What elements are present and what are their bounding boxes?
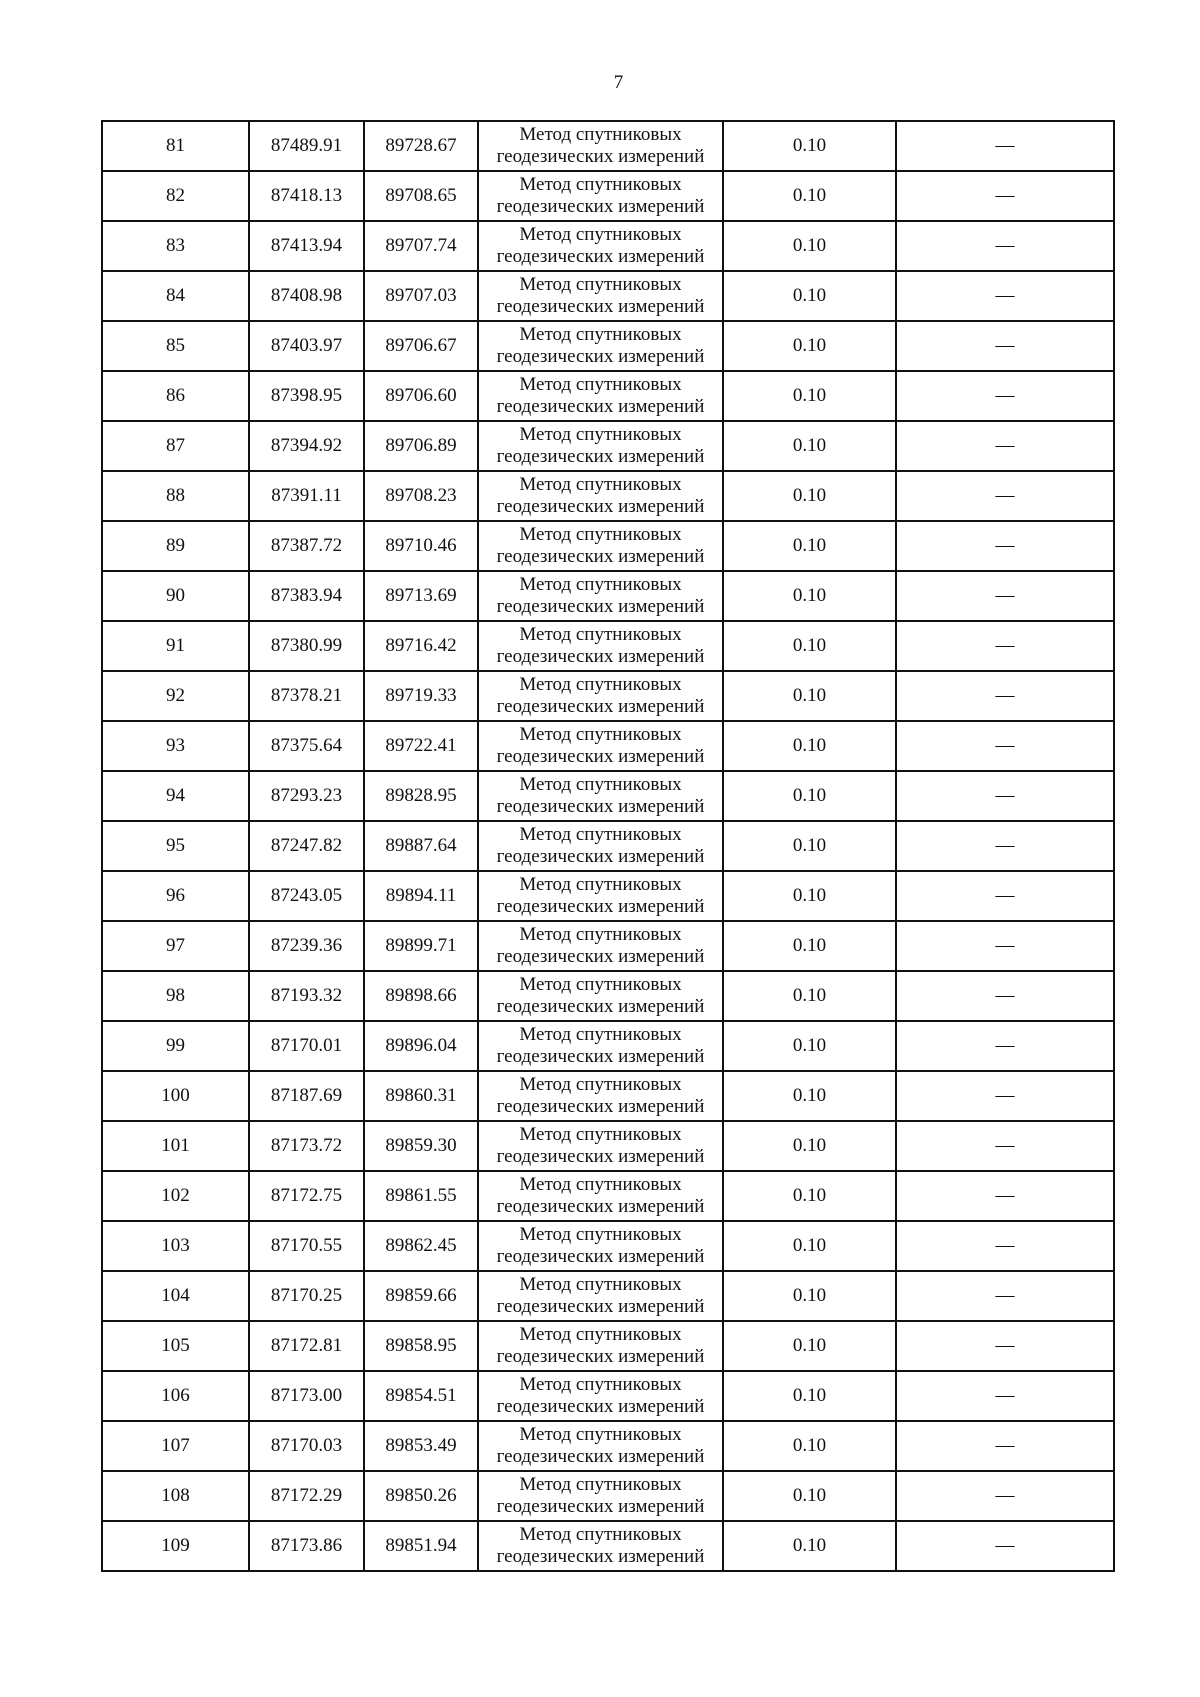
x-coordinate-cell: 87387.72 (249, 521, 364, 571)
accuracy-cell: 0.10 (723, 771, 896, 821)
table-row (102, 121, 1114, 171)
table-row (102, 1421, 1114, 1471)
description-cell: — (896, 971, 1114, 1021)
description-cell: — (896, 421, 1114, 471)
y-coordinate-cell: 89896.04 (364, 1021, 478, 1071)
x-coordinate-cell: 87173.72 (249, 1121, 364, 1171)
accuracy-cell: 0.10 (723, 1021, 896, 1071)
y-coordinate-cell: 89887.64 (364, 821, 478, 871)
method-line-2: геодезических измерений (496, 546, 705, 567)
description-cell: — (896, 821, 1114, 871)
table-row (102, 271, 1114, 321)
table-row (102, 971, 1114, 1021)
method-line-2: геодезических измерений (496, 596, 705, 617)
method-cell (478, 1521, 723, 1571)
method-line-2: геодезических измерений (496, 946, 705, 967)
method-cell (478, 1471, 723, 1521)
table-row (102, 621, 1114, 671)
accuracy-cell: 0.10 (723, 921, 896, 971)
y-coordinate-cell: 89861.55 (364, 1171, 478, 1221)
y-coordinate-cell: 89713.69 (364, 571, 478, 621)
point-number-cell: 97 (102, 921, 249, 971)
method-cell (478, 821, 723, 871)
y-coordinate-cell: 89707.03 (364, 271, 478, 321)
description-cell: — (896, 321, 1114, 371)
table-row (102, 1521, 1114, 1571)
y-coordinate-cell: 89728.67 (364, 121, 478, 171)
method-cell (478, 1171, 723, 1221)
method-line-1: Метод спутниковых (519, 1074, 682, 1096)
method-line-1: Метод спутниковых (519, 1324, 682, 1346)
method-line-2: геодезических измерений (496, 296, 705, 317)
method-line-2: геодезических измерений (496, 1246, 705, 1267)
coordinates-table-body (102, 121, 1114, 1571)
method-line-1: Метод спутниковых (519, 124, 682, 146)
point-number-cell: 89 (102, 521, 249, 571)
table-row (102, 1221, 1114, 1271)
method-cell (478, 371, 723, 421)
table-row (102, 1171, 1114, 1221)
point-number-cell: 99 (102, 1021, 249, 1071)
method-line-1: Метод спутниковых (519, 774, 682, 796)
accuracy-cell: 0.10 (723, 271, 896, 321)
point-number-cell: 103 (102, 1221, 249, 1271)
accuracy-cell: 0.10 (723, 871, 896, 921)
point-number-cell: 109 (102, 1521, 249, 1571)
x-coordinate-cell: 87172.29 (249, 1471, 364, 1521)
method-line-2: геодезических измерений (496, 1096, 705, 1117)
description-cell: — (896, 921, 1114, 971)
method-line-1: Метод спутниковых (519, 674, 682, 696)
point-number-cell: 98 (102, 971, 249, 1021)
method-line-1: Метод спутниковых (519, 824, 682, 846)
method-cell (478, 1021, 723, 1071)
method-line-2: геодезических измерений (496, 1346, 705, 1367)
table-row (102, 821, 1114, 871)
method-line-1: Метод спутниковых (519, 624, 682, 646)
method-cell (478, 171, 723, 221)
y-coordinate-cell: 89859.66 (364, 1271, 478, 1321)
table-row (102, 1271, 1114, 1321)
table-row (102, 521, 1114, 571)
y-coordinate-cell: 89894.11 (364, 871, 478, 921)
point-number-cell: 95 (102, 821, 249, 871)
method-line-1: Метод спутниковых (519, 1174, 682, 1196)
description-cell: — (896, 1021, 1114, 1071)
method-line-2: геодезических измерений (496, 1146, 705, 1167)
y-coordinate-cell: 89860.31 (364, 1071, 478, 1121)
description-cell: — (896, 571, 1114, 621)
method-line-1: Метод спутниковых (519, 574, 682, 596)
table-row (102, 871, 1114, 921)
method-line-1: Метод спутниковых (519, 1424, 682, 1446)
accuracy-cell: 0.10 (723, 471, 896, 521)
table-row (102, 1071, 1114, 1121)
method-cell (478, 721, 723, 771)
method-line-1: Метод спутниковых (519, 1274, 682, 1296)
method-line-1: Метод спутниковых (519, 424, 682, 446)
method-line-1: Метод спутниковых (519, 874, 682, 896)
method-cell (478, 271, 723, 321)
point-number-cell: 93 (102, 721, 249, 771)
description-cell: — (896, 1271, 1114, 1321)
x-coordinate-cell: 87403.97 (249, 321, 364, 371)
accuracy-cell: 0.10 (723, 1321, 896, 1371)
method-line-2: геодезических измерений (496, 446, 705, 467)
method-cell (478, 971, 723, 1021)
method-cell (478, 871, 723, 921)
method-line-2: геодезических измерений (496, 1296, 705, 1317)
method-cell (478, 521, 723, 571)
point-number-cell: 96 (102, 871, 249, 921)
accuracy-cell: 0.10 (723, 1171, 896, 1221)
x-coordinate-cell: 87170.25 (249, 1271, 364, 1321)
table-row (102, 171, 1114, 221)
accuracy-cell: 0.10 (723, 571, 896, 621)
y-coordinate-cell: 89828.95 (364, 771, 478, 821)
point-number-cell: 88 (102, 471, 249, 521)
description-cell: — (896, 171, 1114, 221)
description-cell: — (896, 521, 1114, 571)
description-cell: — (896, 671, 1114, 721)
y-coordinate-cell: 89722.41 (364, 721, 478, 771)
accuracy-cell: 0.10 (723, 1371, 896, 1421)
description-cell: — (896, 1221, 1114, 1271)
y-coordinate-cell: 89862.45 (364, 1221, 478, 1271)
x-coordinate-cell: 87383.94 (249, 571, 364, 621)
x-coordinate-cell: 87172.75 (249, 1171, 364, 1221)
method-line-2: геодезических измерений (496, 346, 705, 367)
accuracy-cell: 0.10 (723, 1221, 896, 1271)
method-line-1: Метод спутниковых (519, 974, 682, 996)
method-line-1: Метод спутниковых (519, 724, 682, 746)
method-line-1: Метод спутниковых (519, 174, 682, 196)
y-coordinate-cell: 89719.33 (364, 671, 478, 721)
method-line-2: геодезических измерений (496, 146, 705, 167)
x-coordinate-cell: 87408.98 (249, 271, 364, 321)
y-coordinate-cell: 89851.94 (364, 1521, 478, 1571)
description-cell: — (896, 271, 1114, 321)
method-line-2: геодезических измерений (496, 646, 705, 667)
y-coordinate-cell: 89858.95 (364, 1321, 478, 1371)
description-cell: — (896, 371, 1114, 421)
point-number-cell: 84 (102, 271, 249, 321)
y-coordinate-cell: 89708.23 (364, 471, 478, 521)
method-cell (478, 571, 723, 621)
point-number-cell: 100 (102, 1071, 249, 1121)
x-coordinate-cell: 87418.13 (249, 171, 364, 221)
description-cell: — (896, 1371, 1114, 1421)
point-number-cell: 94 (102, 771, 249, 821)
y-coordinate-cell: 89854.51 (364, 1371, 478, 1421)
method-cell (478, 1421, 723, 1471)
method-line-1: Метод спутниковых (519, 1374, 682, 1396)
method-line-1: Метод спутниковых (519, 224, 682, 246)
y-coordinate-cell: 89716.42 (364, 621, 478, 671)
description-cell: — (896, 721, 1114, 771)
method-line-2: геодезических измерений (496, 396, 705, 417)
x-coordinate-cell: 87239.36 (249, 921, 364, 971)
point-number-cell: 92 (102, 671, 249, 721)
point-number-cell: 104 (102, 1271, 249, 1321)
method-cell (478, 221, 723, 271)
accuracy-cell: 0.10 (723, 721, 896, 771)
accuracy-cell: 0.10 (723, 1421, 896, 1471)
description-cell: — (896, 471, 1114, 521)
method-line-1: Метод спутниковых (519, 924, 682, 946)
method-line-2: геодезических измерений (496, 1046, 705, 1067)
description-cell: — (896, 1121, 1114, 1171)
method-cell (478, 1221, 723, 1271)
description-cell: — (896, 1521, 1114, 1571)
y-coordinate-cell: 89706.89 (364, 421, 478, 471)
method-cell (478, 321, 723, 371)
accuracy-cell: 0.10 (723, 521, 896, 571)
method-line-1: Метод спутниковых (519, 374, 682, 396)
method-cell (478, 1271, 723, 1321)
x-coordinate-cell: 87173.00 (249, 1371, 364, 1421)
accuracy-cell: 0.10 (723, 221, 896, 271)
method-cell (478, 421, 723, 471)
accuracy-cell: 0.10 (723, 1271, 896, 1321)
table-row (102, 1021, 1114, 1071)
x-coordinate-cell: 87173.86 (249, 1521, 364, 1571)
accuracy-cell: 0.10 (723, 321, 896, 371)
description-cell: — (896, 1321, 1114, 1371)
method-line-2: геодезических измерений (496, 196, 705, 217)
x-coordinate-cell: 87380.99 (249, 621, 364, 671)
point-number-cell: 82 (102, 171, 249, 221)
x-coordinate-cell: 87187.69 (249, 1071, 364, 1121)
description-cell: — (896, 221, 1114, 271)
accuracy-cell: 0.10 (723, 671, 896, 721)
method-line-1: Метод спутниковых (519, 1224, 682, 1246)
method-line-2: геодезических измерений (496, 496, 705, 517)
accuracy-cell: 0.10 (723, 621, 896, 671)
accuracy-cell: 0.10 (723, 1521, 896, 1571)
accuracy-cell: 0.10 (723, 1121, 896, 1171)
method-line-2: геодезических измерений (496, 1196, 705, 1217)
point-number-cell: 86 (102, 371, 249, 421)
accuracy-cell: 0.10 (723, 1071, 896, 1121)
table-row (102, 721, 1114, 771)
point-number-cell: 81 (102, 121, 249, 171)
table-row (102, 221, 1114, 271)
y-coordinate-cell: 89850.26 (364, 1471, 478, 1521)
y-coordinate-cell: 89859.30 (364, 1121, 478, 1171)
point-number-cell: 106 (102, 1371, 249, 1421)
x-coordinate-cell: 87398.95 (249, 371, 364, 421)
method-line-2: геодезических измерений (496, 996, 705, 1017)
x-coordinate-cell: 87378.21 (249, 671, 364, 721)
table-row (102, 671, 1114, 721)
accuracy-cell: 0.10 (723, 421, 896, 471)
method-line-2: геодезических измерений (496, 1496, 705, 1517)
description-cell: — (896, 1471, 1114, 1521)
point-number-cell: 87 (102, 421, 249, 471)
method-line-1: Метод спутниковых (519, 474, 682, 496)
table-row (102, 771, 1114, 821)
x-coordinate-cell: 87243.05 (249, 871, 364, 921)
description-cell: — (896, 1171, 1114, 1221)
x-coordinate-cell: 87172.81 (249, 1321, 364, 1371)
x-coordinate-cell: 87193.32 (249, 971, 364, 1021)
y-coordinate-cell: 89853.49 (364, 1421, 478, 1471)
point-number-cell: 107 (102, 1421, 249, 1471)
y-coordinate-cell: 89706.67 (364, 321, 478, 371)
method-line-1: Метод спутниковых (519, 324, 682, 346)
method-line-2: геодезических измерений (496, 696, 705, 717)
y-coordinate-cell: 89898.66 (364, 971, 478, 1021)
accuracy-cell: 0.10 (723, 971, 896, 1021)
x-coordinate-cell: 87489.91 (249, 121, 364, 171)
point-number-cell: 108 (102, 1471, 249, 1521)
method-line-2: геодезических измерений (496, 246, 705, 267)
table-row (102, 321, 1114, 371)
table-row (102, 471, 1114, 521)
y-coordinate-cell: 89710.46 (364, 521, 478, 571)
x-coordinate-cell: 87293.23 (249, 771, 364, 821)
method-line-2: геодезических измерений (496, 1396, 705, 1417)
x-coordinate-cell: 87391.11 (249, 471, 364, 521)
method-cell (478, 1371, 723, 1421)
method-line-1: Метод спутниковых (519, 524, 682, 546)
method-cell (478, 121, 723, 171)
description-cell: — (896, 121, 1114, 171)
page-number: 7 (613, 72, 624, 93)
method-line-1: Метод спутниковых (519, 274, 682, 296)
method-line-2: геодезических измерений (496, 1546, 705, 1567)
y-coordinate-cell: 89899.71 (364, 921, 478, 971)
point-number-cell: 101 (102, 1121, 249, 1171)
accuracy-cell: 0.10 (723, 1471, 896, 1521)
method-cell (478, 771, 723, 821)
table-row (102, 1321, 1114, 1371)
point-number-cell: 90 (102, 571, 249, 621)
description-cell: — (896, 771, 1114, 821)
table-row (102, 571, 1114, 621)
table-row (102, 921, 1114, 971)
method-line-2: геодезических измерений (496, 1446, 705, 1467)
table-row (102, 421, 1114, 471)
method-cell (478, 671, 723, 721)
table-row (102, 371, 1114, 421)
method-cell (478, 1321, 723, 1371)
method-line-1: Метод спутниковых (519, 1124, 682, 1146)
x-coordinate-cell: 87375.64 (249, 721, 364, 771)
x-coordinate-cell: 87247.82 (249, 821, 364, 871)
description-cell: — (896, 871, 1114, 921)
description-cell: — (896, 621, 1114, 671)
coordinates-table (101, 120, 1115, 1572)
point-number-cell: 85 (102, 321, 249, 371)
accuracy-cell: 0.10 (723, 171, 896, 221)
x-coordinate-cell: 87170.01 (249, 1021, 364, 1071)
x-coordinate-cell: 87413.94 (249, 221, 364, 271)
method-line-1: Метод спутниковых (519, 1024, 682, 1046)
x-coordinate-cell: 87394.92 (249, 421, 364, 471)
accuracy-cell: 0.10 (723, 821, 896, 871)
method-line-2: геодезических измерений (496, 896, 705, 917)
method-line-2: геодезических измерений (496, 846, 705, 867)
method-cell (478, 921, 723, 971)
point-number-cell: 102 (102, 1171, 249, 1221)
table-row (102, 1121, 1114, 1171)
point-number-cell: 105 (102, 1321, 249, 1371)
x-coordinate-cell: 87170.55 (249, 1221, 364, 1271)
accuracy-cell: 0.10 (723, 371, 896, 421)
accuracy-cell: 0.10 (723, 121, 896, 171)
method-cell (478, 471, 723, 521)
table-row (102, 1471, 1114, 1521)
method-line-2: геодезических измерений (496, 746, 705, 767)
y-coordinate-cell: 89707.74 (364, 221, 478, 271)
method-line-2: геодезических измерений (496, 796, 705, 817)
method-cell (478, 621, 723, 671)
y-coordinate-cell: 89708.65 (364, 171, 478, 221)
point-number-cell: 83 (102, 221, 249, 271)
description-cell: — (896, 1421, 1114, 1471)
y-coordinate-cell: 89706.60 (364, 371, 478, 421)
method-cell (478, 1121, 723, 1171)
method-cell (478, 1071, 723, 1121)
table-row (102, 1371, 1114, 1421)
method-line-1: Метод спутниковых (519, 1474, 682, 1496)
point-number-cell: 91 (102, 621, 249, 671)
x-coordinate-cell: 87170.03 (249, 1421, 364, 1471)
description-cell: — (896, 1071, 1114, 1121)
method-line-1: Метод спутниковых (519, 1524, 682, 1546)
